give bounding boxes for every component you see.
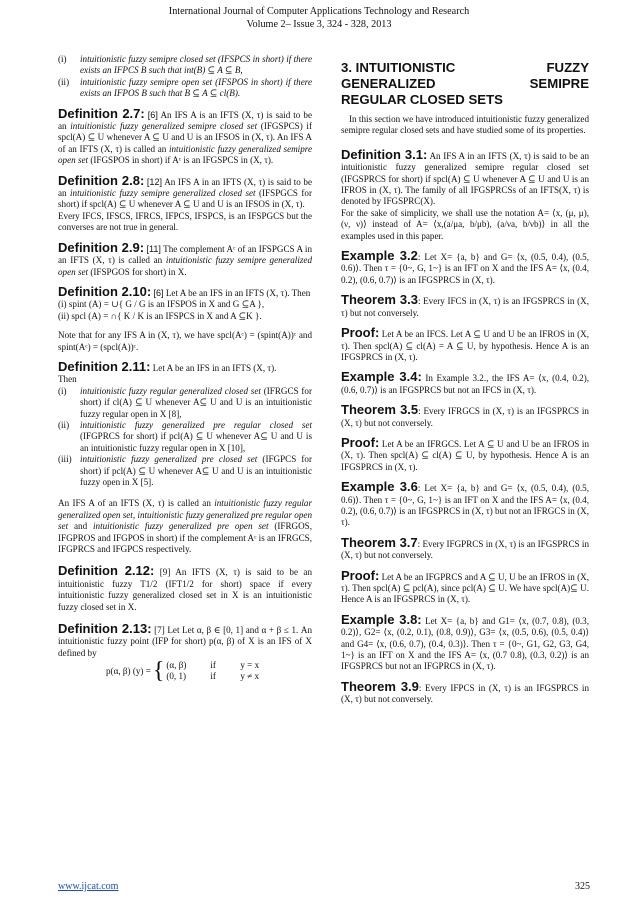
definition-2-12: Definition 2.12: [9] An IFTS (X, τ) is said to be an intuitionistic fuzzy T1/2 (IFT1/2 for short) space if every intuitionistic fuzzy generalized closed set in X is an intuitionistic fuzzy closed set in X. [58, 563, 312, 612]
section-title: 3. INTUITIONISTIC FUZZY GENERALIZED SEMIPRE REGULAR CLOSED SETS [341, 60, 589, 107]
definition-2-8: Definition 2.8: [12] An IFS A in an IFTS (X, τ) is said to be an intuitionistic fuzzy semipre generalized closed set (IFSPGCS for short) if spcl(A) ⊆ U whenever A ⊆ U and U is an IFSOS in (X, τ). [58, 172, 312, 210]
definition-2-11: Definition 2.11: Let A be an IFS in an IFTS (X, τ). [58, 358, 277, 374]
proof-3-7: Proof: Let A be an IFGPRCS and A ⊆ U, U be an IFROS in (X, τ). Then spcl(A) ⊆ pcl(A), since pcl(A) ⊆ U. We have spcl(A)⊆ U. Hence A is an IFGSPRCS in (X, τ). [341, 567, 589, 605]
theorem-3-5: Theorem 3.5: Every IFRGCS in (X, τ) is an IFGSPRCS in (X, τ) but not conversely. [341, 402, 589, 428]
definition-2-10-i: (i) spint (A) = ∪{ G / G is an IFSPOS in X and G ⊆A }, [58, 299, 265, 310]
list-item: (i) intuitionistic fuzzy regular generalized closed set (IFRGCS for short) if cl(A) ⊆ U whenever A⊆ U and U is an intuitionistic fuzzy regular open in X [8], [58, 385, 312, 419]
definition-2-7: Definition 2.7: [6] An IFS A is an IFTS (X, τ) is said to be an intuitionistic fuzzy generalized semipre closed set (IFGSPCS) if spcl(A) ⊆ U whenever A ⊆ U and U is an IFSOS in (X, τ). An IFS A of an IFTS (X, τ) is called an intuitionistic fuzzy generalized semipre open set (IFGSPOS in short) if Aᶜ is an IFGSPCS in (X, τ). [58, 105, 312, 166]
definition-2-10-note: Note that for any IFS A in (X, τ), we have spcl(Aᶜ) = (spint(A))ᶜ and spint(Aᶜ) = (spcl(A))ᶜ. [58, 330, 312, 352]
example-3-6: Example 3.6: Let X= {a, b} and G= ⟨x, (0.5, 0.4), (0.5, 0.6)⟩. Then τ = {0~, G, 1~} is an IFT on X and the IFS A= ⟨x, (0.4, 0.2), (0.6, 0.7)⟩ is an IFGSPRCS in (X, τ) but not an IFRGCS in (X, τ). [341, 479, 589, 528]
list-item: (i) intuitionistic fuzzy semipre closed set (IFSPCS in short) if there exists an IFPCS B such that int(B) ⊆ A ⊆ B, [58, 54, 312, 76]
theorem-3-9: Theorem 3.9: Every IFPCS in (X, τ) is an IFGSPRCS in (X, τ) but not conversely. [341, 678, 589, 705]
list-item: (ii) intuitionistic fuzzy generalized pre regular closed set (IFGPRCS for short) if pcl(A) ⊆ U whenever A⊆ U and U is an intuitionistic fuzzy regular open in X [10], [58, 419, 312, 453]
right-column [341, 54, 589, 706]
definition-2-9: Definition 2.9: [11] The complement Aᶜ of an IFSPGCS A in an IFTS (X, τ) is called an intuitionistic fuzzy semipre generalized open set (IFSPGOS for short) in X. [58, 239, 312, 277]
list-item: (ii) intuitionistic fuzzy semipre open set (IFSPOS in short) if there exists an IFPOS B such that B ⊆ A ⊆ cl(B). [58, 76, 312, 99]
definition-2-10-ii: (ii) spcl (A) = ∩{ K / K is an IFSPCS in X and A ⊆K }. [58, 310, 262, 321]
example-3-2: Example 3.2: Let X= {a, b} and G= ⟨x, (0.5, 0.4), (0.5, 0.6)⟩. Then τ = {0~, G, 1~} is an IFT on X and the IFS A= ⟨x, (0.4, 0.2), (0.6, 0.7)⟩ is an IFGSPRCS in (X, τ). [341, 248, 589, 285]
theorem-3-3: Theorem 3.3: Every IFCS in (X, τ) is an IFGSPRCS in (X, τ) but not conversely. [341, 292, 589, 318]
journal-title: International Journal of Computer Applications Technology and Research [168, 6, 470, 17]
paragraph-complements: An IFS A of an IFTS (X, τ) is called an intuitionistic fuzzy regular generalized open set, intuitionistic fuzzy generalized pre regular open set and intuitionistic fuzzy generalized pre open set (IFRGOS, IFGPROS and IFGPOS in short) if the complement Aᶜ is an IFRGCS, IFGPRCS and IFGPCS respectively. [58, 498, 313, 555]
journal-url-link[interactable]: www.ijcat.com [58, 881, 119, 892]
definition-2-13: Definition 2.13: [7] Let Let α, β ∈ [0, 1] and α + β ≤ 1. An intuitionistic fuzzy point (IFP for short) p(α, β) of X is an IFS of X defined by [58, 621, 313, 658]
proof-3-5: Proof: Let A be an IFRGCS. Let A ⊆ U and U be an IFROS in (X, τ). Then spcl(A) ⊆ cl(A) ⊆ U, by hypothesis. Hence A is an IFGSPRCS in (X, τ). [341, 434, 590, 472]
proof-3-3: Proof: Let A be an IFCS. Let A ⊆ U and U be an IFROS in (X, τ). Then spcl(A) ⊆ cl(A) = A ⊆ U, by hypothesis. Hence A is an IFGSPRCS in (X, τ). [341, 325, 589, 362]
definition-2-11-then: Then [58, 374, 77, 385]
journal-volume: Volume 2– Issue 3, 324 - 328, 2013 [246, 19, 392, 30]
brace-symbol: { [152, 658, 165, 685]
definition-2-10: Definition 2.10: [6] Let A be an IFS in an IFTS (X, τ). Then [58, 283, 311, 299]
ifp-formula: p(α, β) (y) = { (α, β) if y = x (0, 1) if y ≠ x [106, 658, 260, 685]
theorem-3-7: Theorem 3.7: Every IFGPRCS in (X, τ) is an IFGSPRCS in (X, τ) but not conversely. [341, 534, 589, 561]
list-item: (iii) intuitionistic fuzzy generalized pre closed set (IFGPCS for short) if pcl(A) ⊆ U whenever A⊆ U and U is an intuitionistic fuzzy open in X [5]. [58, 454, 313, 487]
formula-cases: (α, β) if y = x (0, 1) if y ≠ x [166, 660, 260, 682]
left-column [58, 54, 312, 683]
example-3-4: Example 3.4: In Example 3.2., the IFS A= ⟨x, (0.4, 0.2), (0.6, 0.7)⟩ is an IFGSPRCS but not an IFCS in (X, τ). [341, 369, 589, 395]
definition-3-1-note: For the sake of simplicity, we shall use the notation A= ⟨x, (μ, μ), (ν, ν)⟩ instead of A= ⟨x,(a/μa, b/μb), (a/νa, b/νb)⟩ in all the examples used in this paper. [341, 207, 589, 241]
example-3-8: Example 3.8: Let X= {a, b} and G1= ⟨x, (0.7, 0.8), (0.3, 0.2)⟩, G2= ⟨x, (0.2, 0.1), (0.8, 0.9)⟩, G3= ⟨x, (0.5, 0.6), (0.5, 0.4)⟩ and G4= ⟨x, (0.6, 0.7), (0.4, 0.3)⟩. Then τ = {0~, G1, G2, G3, G4, 1~} is an IFT on X and the IFS A= ⟨x, (0.7 0.8), (0.3, 0.2)⟩ is an IFGSPRCS but not an IFGPRCS in (X, τ). [341, 611, 589, 672]
definition-3-1: Definition 3.1: An IFS A in an IFTS (X, τ) is said to be an intuitionistic fuzzy generalized semipre regular closed set (IFGSPRCS for short) if spcl(A) ⊆ U whenever A ⊆ U and U is an IFROS in (X, τ). The family of all IFGSPRCSs of an IFTS(X, τ) is denoted by IFGSPRC(X). [341, 146, 589, 207]
definition-2-8-note: Every IFCS, IFSCS, IFRCS, IFPCS, IFSPCS, is an IFSPGCS but the converses are not true in general. [58, 210, 312, 233]
page-header [0, 5, 638, 31]
page-number: 325 [575, 881, 590, 892]
section-intro: In this section we have introduced intuitionistic fuzzy generalized semipre regular closed sets and have studied some of its properties. [341, 114, 589, 136]
